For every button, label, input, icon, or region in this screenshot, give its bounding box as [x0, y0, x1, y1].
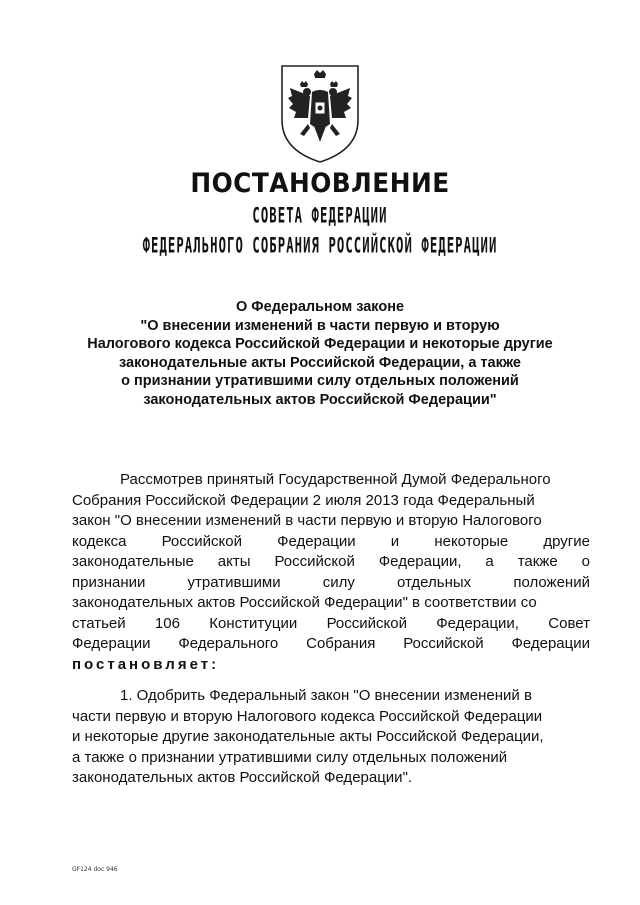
issuer-line-2: ФЕДЕРАЛЬНОГО СОБРАНИЯ РОССИЙСКОЙ ФЕДЕРАЦИИ: [142, 233, 498, 259]
law-title-line: Налогового кодекса Российской Федерации и некоторые другие: [87, 336, 553, 352]
paragraph-line: части первую и вторую Налогового кодекса Российской Федерации: [72, 707, 543, 725]
resolution-item-1: [72, 686, 590, 789]
law-title-line: законодательных актов Российской Федерации": [143, 391, 497, 408]
law-title-block: [40, 298, 600, 409]
law-title-line: о признании утратившими силу отдельных положений: [121, 373, 519, 389]
document-code: GF124 doc 946: [72, 866, 118, 873]
paragraph-line: и некоторые другие законодательные акты Российской Федерации,: [72, 728, 544, 745]
paragraph-line: [72, 655, 590, 676]
paragraph-line: кодекса Российской Федерации и некоторые другие: [72, 532, 590, 550]
preamble-paragraph: [72, 470, 590, 675]
paragraph-line: а также о признании утратившими силу отдельных положений: [72, 748, 508, 766]
paragraph-line: Федерации Федерального Собрания Российской Федерации: [72, 635, 590, 652]
document-title: ПОСТАНОВЛЕНИЕ: [190, 168, 450, 199]
paragraph-line: законодательных актов Российской Федерации" в соответствии со: [72, 594, 537, 611]
paragraph-line: законодательных актов Российской Федерации".: [72, 769, 413, 786]
resolves-word: постановляет:: [72, 655, 220, 673]
paragraph-line: статьей 106 Конституции Российской Федерации, Совет: [72, 614, 590, 632]
paragraph-line: Рассмотрев принятый Государственной Думой Федерального: [120, 471, 551, 488]
law-title-line: О Федеральном законе: [235, 299, 405, 315]
paragraph-line: законодательные акты Российской Федерации, а также о: [72, 553, 590, 570]
paragraph-line: 1. Одобрить Федеральный закон "О внесении изменений в: [120, 687, 532, 704]
paragraph-line: Собрания Российской Федерации 2 июля 2013 года Федеральный: [72, 491, 535, 509]
issuer-line-1: СОВЕТА ФЕДЕРАЦИИ: [252, 203, 388, 229]
law-title-line: законодательные акты Российской Федерации, а также: [118, 354, 521, 371]
law-title-line: "О внесении изменений в части первую и вторую: [140, 317, 500, 334]
paragraph-line: закон "О внесении изменений в части первую и вторую Налогового: [72, 512, 542, 529]
paragraph-line: признании утратившими силу отдельных положений: [72, 573, 590, 591]
double-headed-eagle-emblem-icon: [274, 62, 366, 166]
